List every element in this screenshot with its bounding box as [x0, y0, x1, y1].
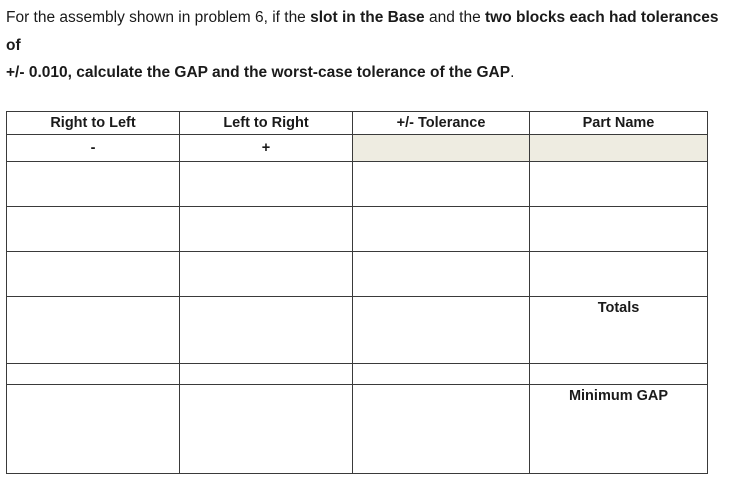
totals-cell: [530, 297, 708, 364]
problem-statement: [6, 4, 726, 87]
problem-emphasis-tolerance: +/- 0.010, calculate the GAP and the worst-case tolerance of the GAP: [6, 64, 511, 81]
table-cell[interactable]: [530, 364, 708, 385]
table-cell[interactable]: [180, 297, 353, 364]
table-cell[interactable]: [180, 252, 353, 297]
table-row: [7, 162, 708, 207]
table-cell[interactable]: [353, 162, 530, 207]
table-cell[interactable]: [7, 385, 180, 474]
minimum-gap-cell: [530, 385, 708, 474]
problem-period: .: [510, 64, 515, 81]
table-cell[interactable]: [530, 252, 708, 297]
header-right-to-left: Right to Left: [7, 112, 180, 135]
table-row: [7, 252, 708, 297]
shaded-cell: [353, 135, 530, 162]
table-row: [7, 207, 708, 252]
table-cell[interactable]: [353, 207, 530, 252]
header-tolerance: +/- Tolerance: [353, 112, 530, 135]
totals-row: [7, 297, 708, 364]
table-cell[interactable]: [7, 162, 180, 207]
table-cell[interactable]: [180, 207, 353, 252]
header-left-to-right: Left to Right: [180, 112, 353, 135]
header-row: [7, 112, 708, 135]
table-cell[interactable]: [180, 364, 353, 385]
minus-sign: -: [7, 135, 180, 162]
table-cell[interactable]: [180, 162, 353, 207]
table-cell[interactable]: [353, 385, 530, 474]
problem-emphasis-blocks: two blocks each had tolerances of: [6, 9, 719, 54]
tolerance-stack-table: [6, 111, 708, 474]
table-cell[interactable]: [7, 364, 180, 385]
problem-emphasis-slot: slot in the Base: [310, 9, 425, 26]
table-cell[interactable]: [353, 297, 530, 364]
minimum-gap-label: Minimum GAP: [568, 388, 669, 404]
table-cell[interactable]: [530, 162, 708, 207]
shaded-cell: [530, 135, 708, 162]
header-part-name: Part Name: [530, 112, 708, 135]
totals-label: Totals: [597, 300, 640, 316]
table-cell[interactable]: [530, 207, 708, 252]
problem-text: and the: [424, 9, 486, 26]
table-cell[interactable]: [7, 297, 180, 364]
table-cell[interactable]: [7, 252, 180, 297]
sign-row: [7, 135, 708, 162]
table-cell[interactable]: [180, 385, 353, 474]
minimum-gap-row: [7, 385, 708, 474]
table-cell[interactable]: [7, 207, 180, 252]
table-cell[interactable]: [353, 364, 530, 385]
spacer-row: [7, 364, 708, 385]
problem-text: For the assembly shown in problem 6, if the: [6, 9, 311, 26]
plus-sign: +: [180, 135, 353, 162]
table-cell[interactable]: [353, 252, 530, 297]
